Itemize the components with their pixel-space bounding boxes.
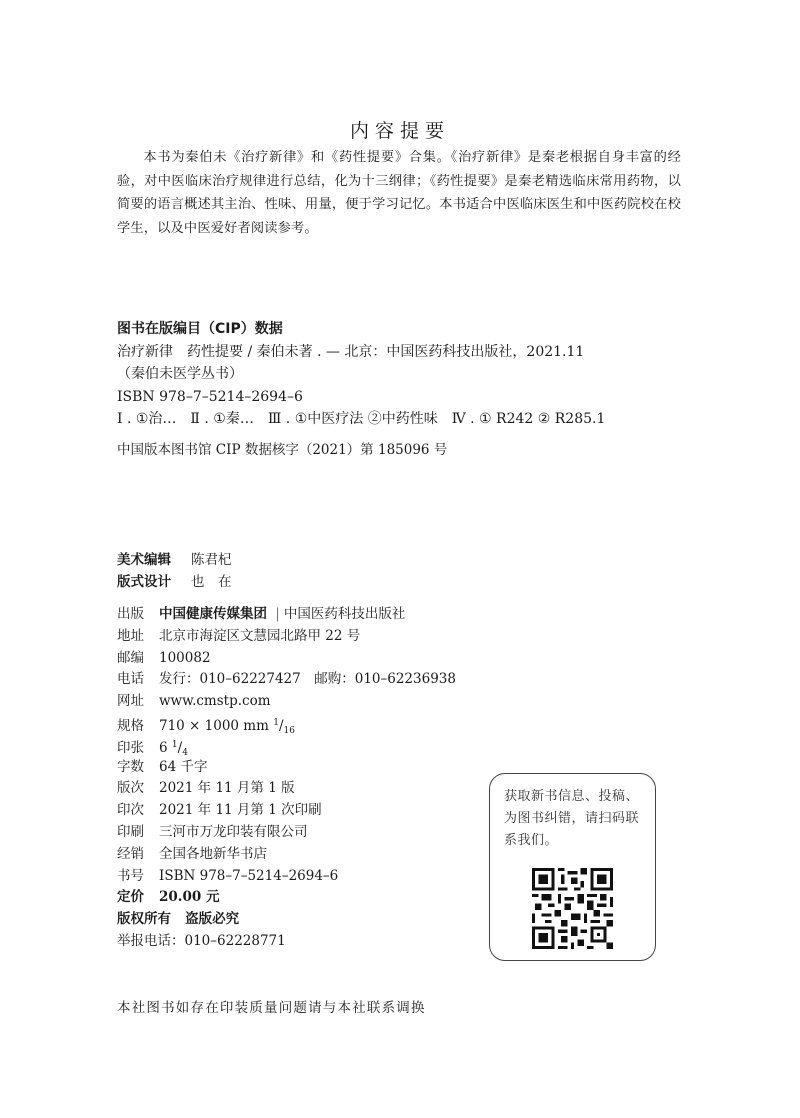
cip-block — [117, 318, 697, 461]
copyright-label: 版权所有 — [117, 911, 171, 928]
info-label: 邮编 — [117, 649, 144, 666]
info-report-phone: 举报电话：010–62228771 — [117, 932, 286, 949]
fraction-denominator: 4 — [182, 747, 188, 758]
info-label: 规格 — [117, 717, 144, 734]
info-format: 规格 710 × 1000 mm $^1/_{16}$ — [117, 717, 295, 736]
info-phone — [117, 669, 456, 691]
info-words — [117, 757, 456, 779]
summary-body: 本书为秦伯未《治疗新律》和《药性提要》合集。《治疗新律》是秦老根据自身丰富的经验，对中医临床治疗规律进行总结，化为十三纲律；《药性提要》是秦老精选临床常用药物，以简要的语言概述其主治、性味、用量，便于学习记忆。本书适合中医临床医生和中医药院校在校学生，以及中医爱好者阅读参考。 — [117, 150, 681, 236]
credit-label: 版式设计 — [117, 574, 171, 590]
qr-caption: 获取新书信息、投稿、为图书纠错，请扫码联系我们。 — [504, 789, 640, 848]
info-value: 2021 年 11 月第 1 次印刷 — [159, 802, 322, 819]
copyright-value: 盗版必究 — [185, 911, 240, 928]
fraction-numerator: 1 — [171, 739, 178, 750]
credits-block — [117, 549, 232, 593]
separator: | — [275, 606, 280, 622]
info-value: 三河市万龙印装有限公司 — [159, 823, 308, 840]
info-label: 印刷 — [117, 823, 144, 840]
publication-info — [117, 604, 456, 953]
footer-notice: 本社图书如存在印装质量问题请与本社联系调换 — [117, 1000, 426, 1016]
credit-value: 也 在 — [191, 574, 232, 590]
info-value: 6 — [159, 739, 172, 756]
price-value: 20.00 元 — [159, 889, 220, 906]
info-printing — [117, 800, 456, 822]
cip-heading: 图书在版编目（CIP）数据 — [117, 321, 283, 337]
cip-classification: Ⅰ . ①治… Ⅱ . ①秦… Ⅲ . ①中医疗法 ②中药性味 Ⅳ . ① R242 ② R285.1 — [117, 411, 606, 427]
publisher-name: 中国医药科技出版社 — [283, 606, 406, 622]
info-label: 出版 — [117, 606, 144, 622]
info-isbn — [117, 866, 456, 888]
publisher-group: 中国健康传媒集团 — [159, 606, 267, 622]
info-value: 北京市海淀区文慧园北路甲 22 号 — [159, 627, 361, 644]
fraction-numerator: 1 — [273, 717, 279, 728]
info-value: 64 千字 — [159, 758, 208, 775]
info-value: 2021 年 11 月第 1 版 — [159, 780, 295, 797]
fraction-denominator: 16 — [283, 725, 295, 736]
info-website — [117, 691, 456, 713]
cip-line: 治疗新律 药性提要 / 秦伯未著 . — 北京：中国医药科技出版社，2021.11 — [117, 343, 585, 360]
info-label: 字数 — [117, 758, 144, 775]
info-value: 100082 — [159, 649, 211, 666]
info-label: 电话 — [117, 671, 144, 688]
info-label: 定价 — [117, 889, 144, 906]
info-address — [117, 626, 456, 648]
info-postcode — [117, 648, 456, 670]
info-edition — [117, 778, 456, 800]
info-value: 710 × 1000 mm — [159, 717, 274, 734]
summary-title: 内容提要 — [349, 120, 450, 142]
credit-art-editor — [117, 549, 232, 571]
qr-code-icon[interactable] — [532, 868, 613, 949]
info-printer — [117, 822, 456, 844]
cip-line: （秦伯未医学丛书） — [117, 366, 243, 382]
info-publisher — [117, 604, 456, 626]
info-label: 印次 — [117, 802, 144, 819]
info-sheets: 印张 6 $^1/_4$ — [117, 739, 188, 758]
qr-contact-box — [489, 773, 656, 961]
info-copyright — [117, 909, 456, 931]
info-label: 经销 — [117, 845, 144, 862]
info-value: ISBN 978–7–5214–2694–6 — [159, 867, 339, 884]
info-distributor — [117, 844, 456, 866]
website-link[interactable]: www.cmstp.com — [159, 693, 271, 710]
cip-line: ISBN 978–7–5214–2694–6 — [117, 388, 303, 405]
cip-verification: 中国版本图书馆 CIP 数据核字（2021）第 185096 号 — [117, 441, 448, 458]
info-label: 地址 — [117, 627, 144, 644]
info-price — [117, 887, 456, 909]
info-label: 版次 — [117, 780, 144, 797]
info-value: 全国各地新华书店 — [159, 845, 267, 862]
info-value: 发行：010–62227427 邮购：010–62236938 — [159, 671, 456, 688]
info-label: 书号 — [117, 867, 144, 884]
credit-label: 美术编辑 — [117, 552, 171, 568]
info-label: 印张 — [117, 739, 144, 756]
credit-layout-design — [117, 571, 232, 593]
info-label: 网址 — [117, 693, 144, 710]
credit-value: 陈君杞 — [191, 552, 232, 568]
